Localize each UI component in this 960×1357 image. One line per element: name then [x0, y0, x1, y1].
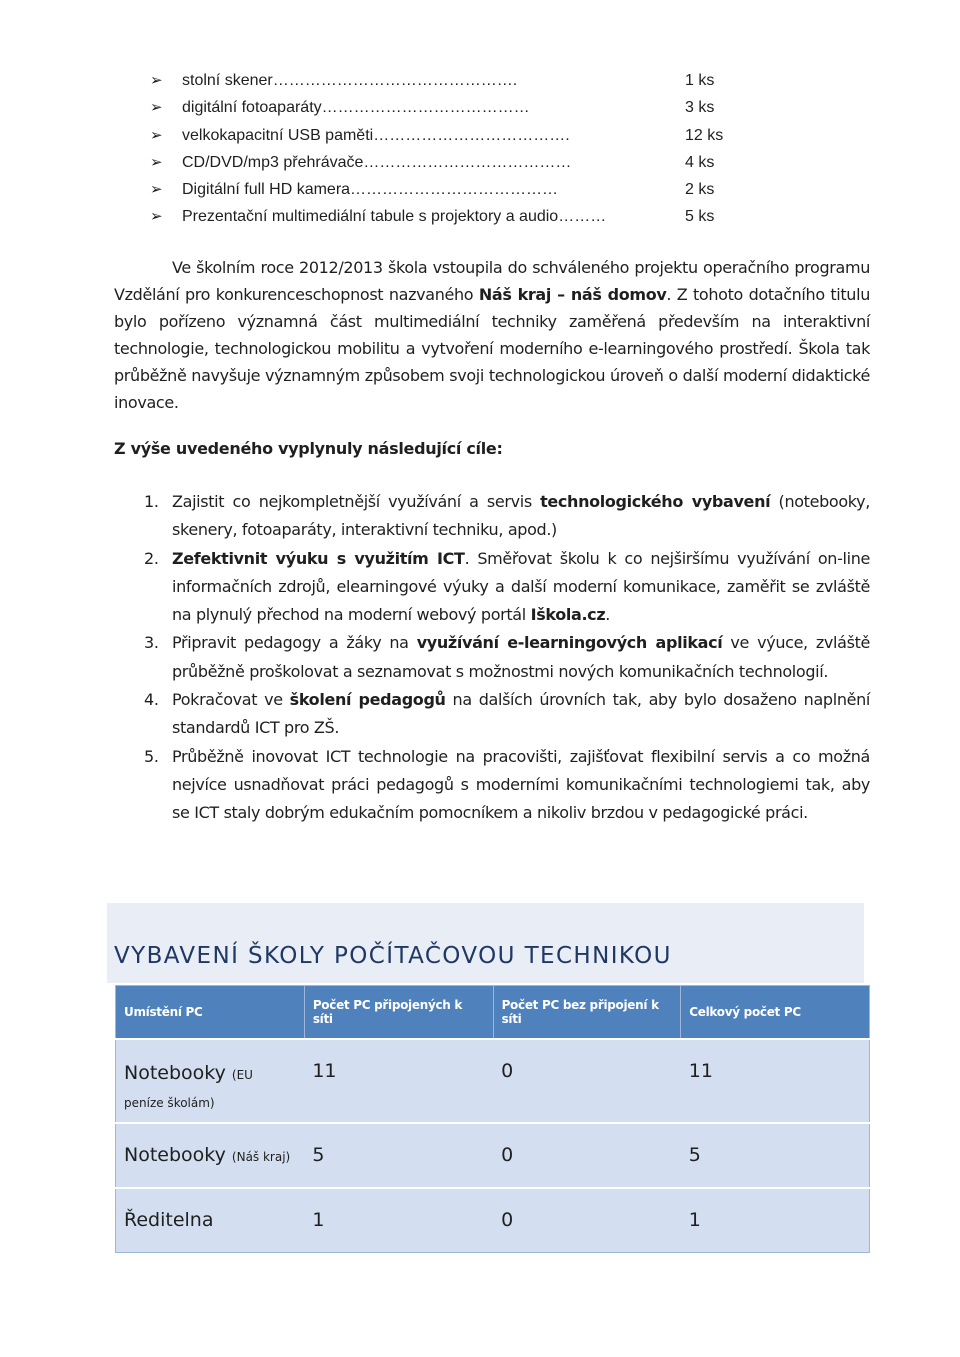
goal-number: 1.	[144, 492, 159, 511]
goals-heading: Z výše uvedeného vyplynuly následující cíle:	[114, 439, 503, 458]
equipment-item	[150, 176, 790, 203]
equipment-name: Prezentační multimediální tabule s projektory a audio………	[182, 208, 607, 226]
arrow-bullet-icon: ➢	[150, 153, 163, 171]
location-label: Ředitelna	[124, 1209, 214, 1231]
equipment-name: Digitální full HD kamera…………………………………	[182, 181, 559, 199]
connected-cell: 5	[304, 1123, 493, 1188]
goal-bold: využívání e-learningových aplikací	[416, 633, 723, 653]
project-name: Náš kraj – náš domov	[478, 285, 667, 305]
location-note: (EU peníze školám)	[124, 1068, 253, 1110]
location-note: (Náš kraj)	[231, 1150, 291, 1164]
connected-cell: 1	[304, 1188, 493, 1253]
connected-cell: 11	[304, 1039, 493, 1123]
equipment-item	[150, 122, 790, 149]
column-header: Umístění PC	[116, 986, 305, 1040]
equipment-name: velkokapacitní USB paměti……………………………….	[182, 126, 570, 144]
location-label: Notebooky	[124, 1144, 226, 1166]
equipment-item	[150, 203, 790, 230]
goal-text: na dalších úrovních tak, aby bylo dosaženo naplnění standardů ICT pro ZŠ.	[172, 690, 870, 738]
equipment-item	[150, 94, 790, 121]
section-title: VYBAVENÍ ŠKOLY POČÍTAČOVOU TECHNIKOU	[114, 943, 672, 969]
pc-table	[115, 985, 870, 1253]
total-cell: 5	[681, 1123, 870, 1188]
goal-bold: Iškola.cz	[530, 605, 606, 625]
equipment-qty: 2 ks	[685, 181, 715, 199]
equipment-item	[150, 149, 790, 176]
column-header: Počet PC připojených k síti	[304, 986, 493, 1040]
goal-number: 3.	[144, 633, 159, 653]
arrow-bullet-icon: ➢	[150, 208, 163, 226]
equipment-qty: 3 ks	[685, 99, 715, 117]
goal-text: (notebooky, skenery, fotoaparáty, interaktivní techniku, apod.)	[172, 492, 870, 540]
column-header: Celkový počet PC	[681, 986, 870, 1040]
equipment-qty: 5 ks	[685, 208, 715, 226]
goal-text: Připravit pedagogy a žáky na	[172, 633, 417, 653]
equipment-name: CD/DVD/mp3 přehrávače…………………………………	[182, 153, 572, 171]
goal-item	[144, 743, 870, 828]
table-header-row	[116, 986, 870, 1040]
goal-text: Průběžně inovovat ICT technologie na pracovišti, zajišťovat flexibilní servis a co možná nejvíce usnadňovat práci pedagogů s moderními komunikačními technologiemi tak, aby se ICT staly dobrým edukačním pomocníkem a nikoliv brzdou v pedagogické práci.	[172, 746, 870, 823]
goal-number: 2.	[144, 548, 159, 568]
column-header: Počet PC bez připojení k síti	[493, 986, 681, 1040]
table-row	[116, 1188, 870, 1253]
unconnected-cell: 0	[493, 1039, 681, 1123]
project-paragraph	[114, 254, 870, 417]
table-row	[116, 1123, 870, 1188]
goal-bold: technologického vybavení	[540, 492, 771, 511]
location-cell	[116, 1188, 305, 1253]
goal-text: .	[605, 605, 611, 625]
equipment-name: stolní skener……………………………………….	[182, 72, 518, 89]
goal-number: 4.	[144, 690, 159, 710]
paragraph-text-2: . Z tohoto dotačního titulu bylo pořízeno významná část multimediální techniky zaměřená především na interaktivní technologie, technologickou mobilitu a vytvoření moderního e-learningového prostředí. Škola tak průběžně navyšuje významným způsobem svoji technologickou úroveň o další moderní didaktické inovace.	[114, 285, 870, 413]
goal-bold: Zefektivnit výuku s využitím ICT	[172, 548, 465, 568]
goal-item	[144, 545, 870, 630]
goal-text: . Směřovat školu k co nejširšímu využívání on-line informačních zdrojů, elearningové výuky a další moderní komunikace, zaměřit se zvláště na plynulý přechod na moderní webový portál	[172, 548, 870, 625]
goal-item	[144, 629, 870, 686]
total-cell: 1	[681, 1188, 870, 1253]
equipment-qty: 1 ks	[685, 72, 715, 89]
goal-text: ve výuce, zvláště průběžně proškolovat a seznamovat s možnostmi nových komunikačních technologií.	[172, 633, 870, 681]
arrow-bullet-icon: ➢	[150, 181, 163, 199]
arrow-bullet-icon: ➢	[150, 99, 163, 117]
equipment-list	[150, 67, 790, 231]
paragraph-text-1: Ve školním roce 2012/2013 škola vstoupila do schváleného projektu operačního programu Vzdělání pro konkurenceschopnost nazvaného	[114, 258, 870, 305]
goal-bold: školení pedagogů	[289, 690, 446, 710]
table-row	[116, 1039, 870, 1123]
location-cell	[116, 1123, 305, 1188]
equipment-name: digitální fotoaparáty…………………………………	[182, 99, 530, 117]
total-cell: 11	[681, 1039, 870, 1123]
goal-item	[144, 686, 870, 743]
arrow-bullet-icon: ➢	[150, 126, 163, 144]
goal-text: Zajistit co nejkompletnější využívání a servis	[172, 492, 541, 511]
equipment-item	[150, 67, 790, 94]
goals-list	[144, 488, 870, 828]
arrow-bullet-icon: ➢	[150, 72, 163, 89]
goal-text: Pokračovat ve	[172, 690, 290, 710]
unconnected-cell: 0	[493, 1123, 681, 1188]
goal-number: 5.	[144, 746, 159, 766]
location-label: Notebooky	[124, 1062, 226, 1084]
unconnected-cell: 0	[493, 1188, 681, 1253]
equipment-qty: 12 ks	[685, 126, 724, 144]
equipment-qty: 4 ks	[685, 153, 715, 171]
goal-item	[144, 488, 870, 545]
location-cell	[116, 1039, 305, 1123]
